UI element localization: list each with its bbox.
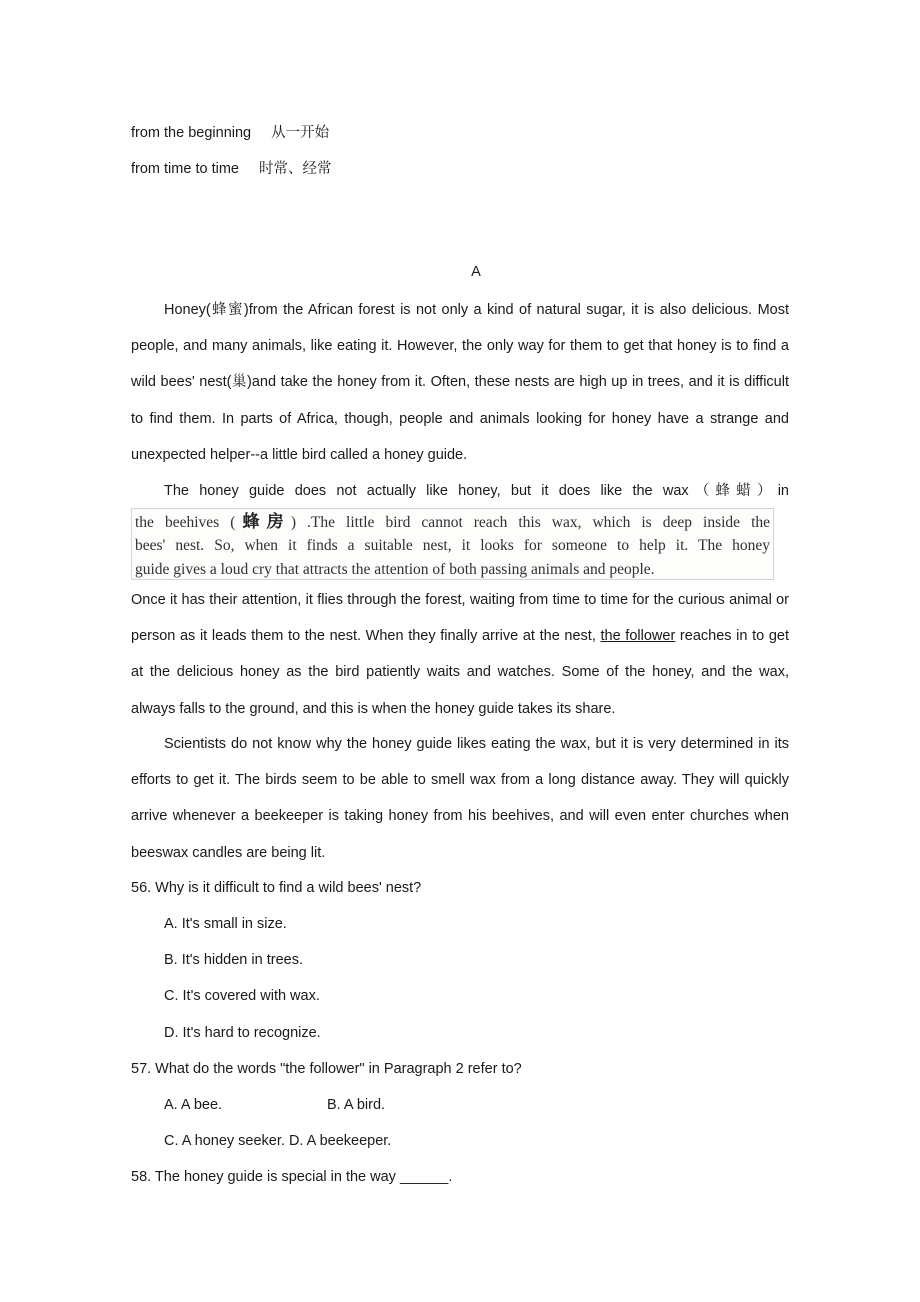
question-57: 57. What do the words "the follower" in Paragraph 2 refer to? (131, 1061, 522, 1077)
scanned-line (135, 510, 770, 534)
option-a: A. It's small in size. (164, 916, 287, 932)
paragraph-1: Honey(蜂蜜)from the African forest is not only a kind of natural sugar, it is also delicious. Most people, and many animals, like eating it. However, the only way for them to get that honey is to find a wild bees' nest(巢)and take the honey from it. Often, these nests are high up in trees, and it is difficult to find them. In parts of Africa, though, people and animals looking for honey have a strange and unexpected helper--a little bird called a honey guide. (131, 302, 789, 463)
scanned-line: bees' nest. So, when it finds a suitable nest, it looks for someone to help it. The honey (135, 537, 770, 554)
phrase-english: from time to time (131, 161, 239, 177)
underlined-phrase: the follower (600, 628, 676, 645)
section-title: A (471, 264, 481, 280)
question-56: 56. Why is it difficult to find a wild bees' nest? (131, 880, 422, 896)
option-c: C. It's covered with wax. (164, 988, 320, 1004)
paragraph-3: Scientists do not know why the honey guide likes eating the wax, but it is very determined in its efforts to get it. The birds seem to be able to smell wax from a long distance away. They will quickly arrive whenever a beekeeper is taking honey from his beehives, and will even enter churches when beeswax candles are being lit. (131, 736, 789, 861)
phrase-row (131, 157, 332, 178)
scanned-text: ) .The little bird cannot reach this wax, which is deep inside the (290, 514, 770, 531)
option-b: B. A bird. (327, 1097, 386, 1113)
option-d: D. It's hard to recognize. (164, 1025, 321, 1041)
paragraph-2-first-line: The honey guide does not actually like honey, but it does like the wax（蜂蜡）in (164, 483, 789, 499)
question-58: 58. The honey guide is special in the way ______. (131, 1169, 453, 1185)
paragraph-text: Once it has their attention, it flies through the forest, waiting from time to time for the curious animal or person as it leads them to the nest. When they finally arrive at the nest, (131, 592, 789, 645)
scanned-line: guide gives a loud cry that attracts the attention of both passing animals and people. (135, 561, 655, 578)
phrase-chinese: 时常、经常 (259, 161, 332, 177)
phrase-row (131, 121, 329, 142)
option-c-d: C. A honey seeker. D. A beekeeper. (164, 1133, 392, 1149)
paragraph-2-rest (131, 582, 789, 727)
scanned-text: the beehives ( (135, 514, 236, 531)
paragraph-text: reaches in to get at the delicious honey as the bird patiently waits and watches. Some of the honey, and the wax, always falls to the ground, and this is when the honey guide takes its share. (131, 628, 789, 717)
phrase-chinese: 从一开始 (271, 125, 330, 141)
option-b: B. It's hidden in trees. (164, 952, 303, 968)
phrase-english: from the beginning (131, 125, 252, 141)
option-a: A. A bee. (164, 1097, 223, 1113)
scanned-text-block (131, 508, 774, 580)
scanned-chinese-gloss: 蜂房 (235, 512, 291, 532)
